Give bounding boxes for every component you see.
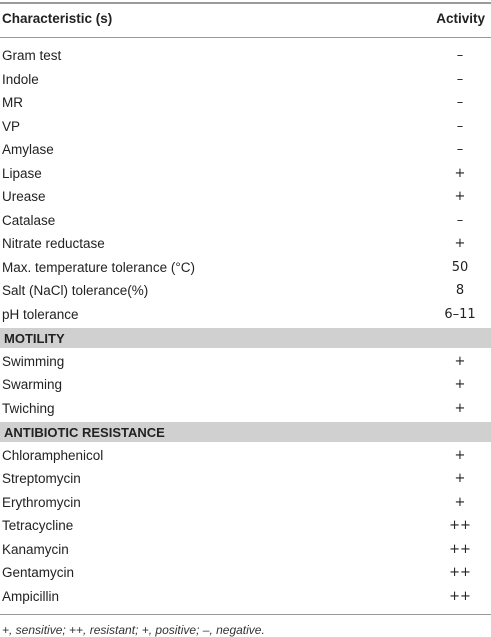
row-value: +: [454, 471, 466, 486]
row-name: pH tolerance: [2, 307, 79, 322]
table-row: [0, 585, 491, 608]
header-activity: Activity: [436, 11, 485, 26]
row-value: +: [454, 495, 466, 510]
table-row: [0, 514, 491, 537]
row-name: Tetracycline: [2, 518, 74, 533]
row-value: +: [454, 448, 466, 463]
row-name: MR: [2, 95, 23, 110]
section-header-motility: [0, 328, 491, 348]
header-characteristic: Characteristic (s): [2, 11, 113, 26]
row-value: ++: [449, 565, 471, 580]
table-row: [0, 68, 491, 91]
bottom-rule: [0, 614, 491, 615]
row-value: ++: [449, 518, 471, 533]
row-name: VP: [2, 119, 21, 134]
section-title: MOTILITY: [4, 331, 65, 346]
table-row: [0, 256, 491, 279]
table-row: [0, 561, 491, 584]
row-value: +: [454, 236, 466, 251]
section-title: ANTIBIOTIC RESISTANCE: [4, 425, 165, 440]
table-row: [0, 91, 491, 114]
table-row: [0, 115, 491, 138]
row-name: Lipase: [2, 166, 42, 181]
row-name: Salt (NaCl) tolerance(%): [2, 283, 149, 298]
row-value: 50: [451, 260, 469, 275]
row-value: –: [456, 119, 464, 134]
row-value: +: [454, 166, 466, 181]
row-name: Chloramphenicol: [2, 448, 104, 463]
row-value: –: [456, 95, 464, 110]
table-footnote: +, sensitive; ++, resistant; +, positive; –, negative.: [2, 623, 265, 637]
section-header-antibiotic-resistance: [0, 422, 491, 442]
table-row: [0, 350, 491, 373]
row-value: –: [456, 213, 464, 228]
table-row: [0, 162, 491, 185]
top-rule: [0, 2, 491, 4]
row-name: Twiching: [2, 401, 55, 416]
table-row: [0, 397, 491, 420]
row-value: ++: [449, 542, 471, 557]
table-row: [0, 491, 491, 514]
header-rule: [0, 37, 491, 38]
table-row: [0, 279, 491, 302]
row-value: +: [454, 401, 466, 416]
row-name: Streptomycin: [2, 471, 81, 486]
row-name: Nitrate reductase: [2, 236, 105, 251]
row-value: 6–11: [444, 307, 476, 322]
table-row: [0, 467, 491, 490]
row-name: Amylase: [2, 142, 54, 157]
row-value: 8: [455, 283, 465, 298]
row-value: ++: [449, 589, 471, 604]
row-value: +: [454, 189, 466, 204]
row-value: +: [454, 354, 466, 369]
row-name: Swimming: [2, 354, 65, 369]
table-row: [0, 209, 491, 232]
row-name: Indole: [2, 72, 39, 87]
table-row: [0, 444, 491, 467]
table-row: [0, 185, 491, 208]
row-value: +: [454, 377, 466, 392]
row-name: Erythromycin: [2, 495, 81, 510]
row-value: –: [456, 48, 464, 63]
table-row: [0, 232, 491, 255]
table-row: [0, 303, 491, 326]
table-row: [0, 373, 491, 396]
table-row: [0, 44, 491, 67]
row-name: Kanamycin: [2, 542, 69, 557]
row-name: Catalase: [2, 213, 56, 228]
row-value: –: [456, 142, 464, 157]
row-name: Max. temperature tolerance (°C): [2, 260, 195, 275]
row-name: Gentamycin: [2, 565, 75, 580]
row-name: Swarming: [2, 377, 63, 392]
row-name: Urease: [2, 189, 46, 204]
row-name: Gram test: [2, 48, 62, 63]
row-name: Ampicillin: [2, 589, 60, 604]
row-value: –: [456, 72, 464, 87]
table-row: [0, 538, 491, 561]
table-row: [0, 138, 491, 161]
